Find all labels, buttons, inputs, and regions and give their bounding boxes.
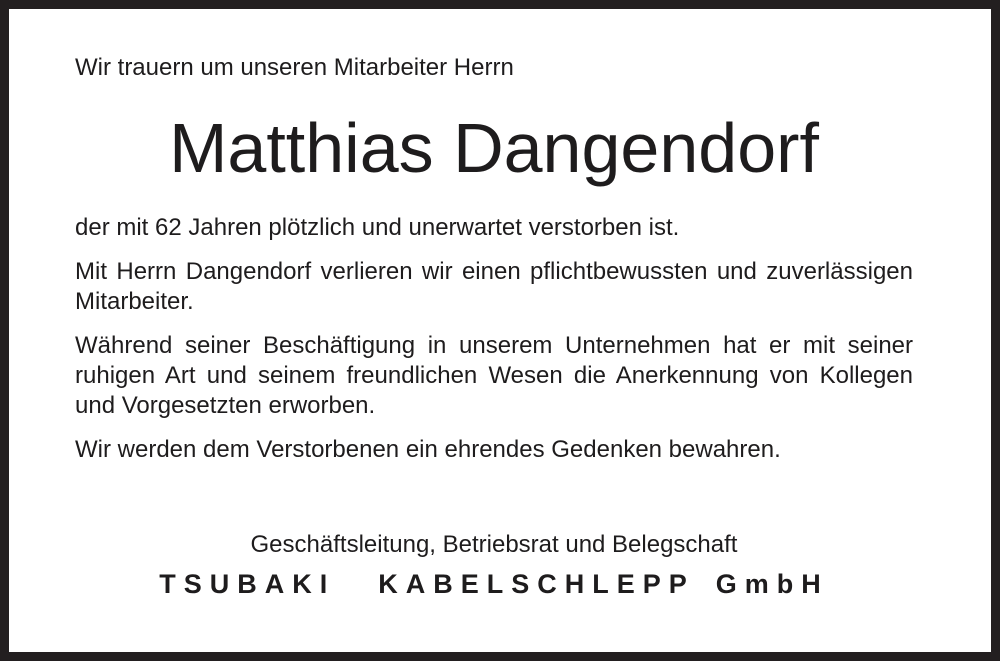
tribute-paragraph-1: Mit Herrn Dangendorf verlieren wir einen pflichtbewussten und zuverlässigen Mitarbeiter. [75, 258, 913, 315]
remembrance-line: Wir werden dem Verstorbenen ein ehrendes Gedenken bewahren. [75, 436, 781, 463]
intro-line: Wir trauern um unseren Mitarbeiter Herrn [75, 54, 514, 81]
tribute-paragraph-2: Während seiner Beschäftigung in unserem Unternehmen hat er mit seiner ruhigen Art und seinem freundlichen Wesen die Anerkennung von Kollegen und Vorgesetzten erworben. [75, 332, 913, 419]
deceased-name: Matthias Dangendorf [169, 109, 819, 187]
signature-line: Geschäftsleitung, Betriebsrat und Belegschaft [250, 531, 738, 558]
death-statement: der mit 62 Jahren plötzlich und unerwartet verstorben ist. [75, 214, 680, 241]
company-name: TSUBAKI KABELSCHLEPP GmbH [159, 569, 829, 599]
